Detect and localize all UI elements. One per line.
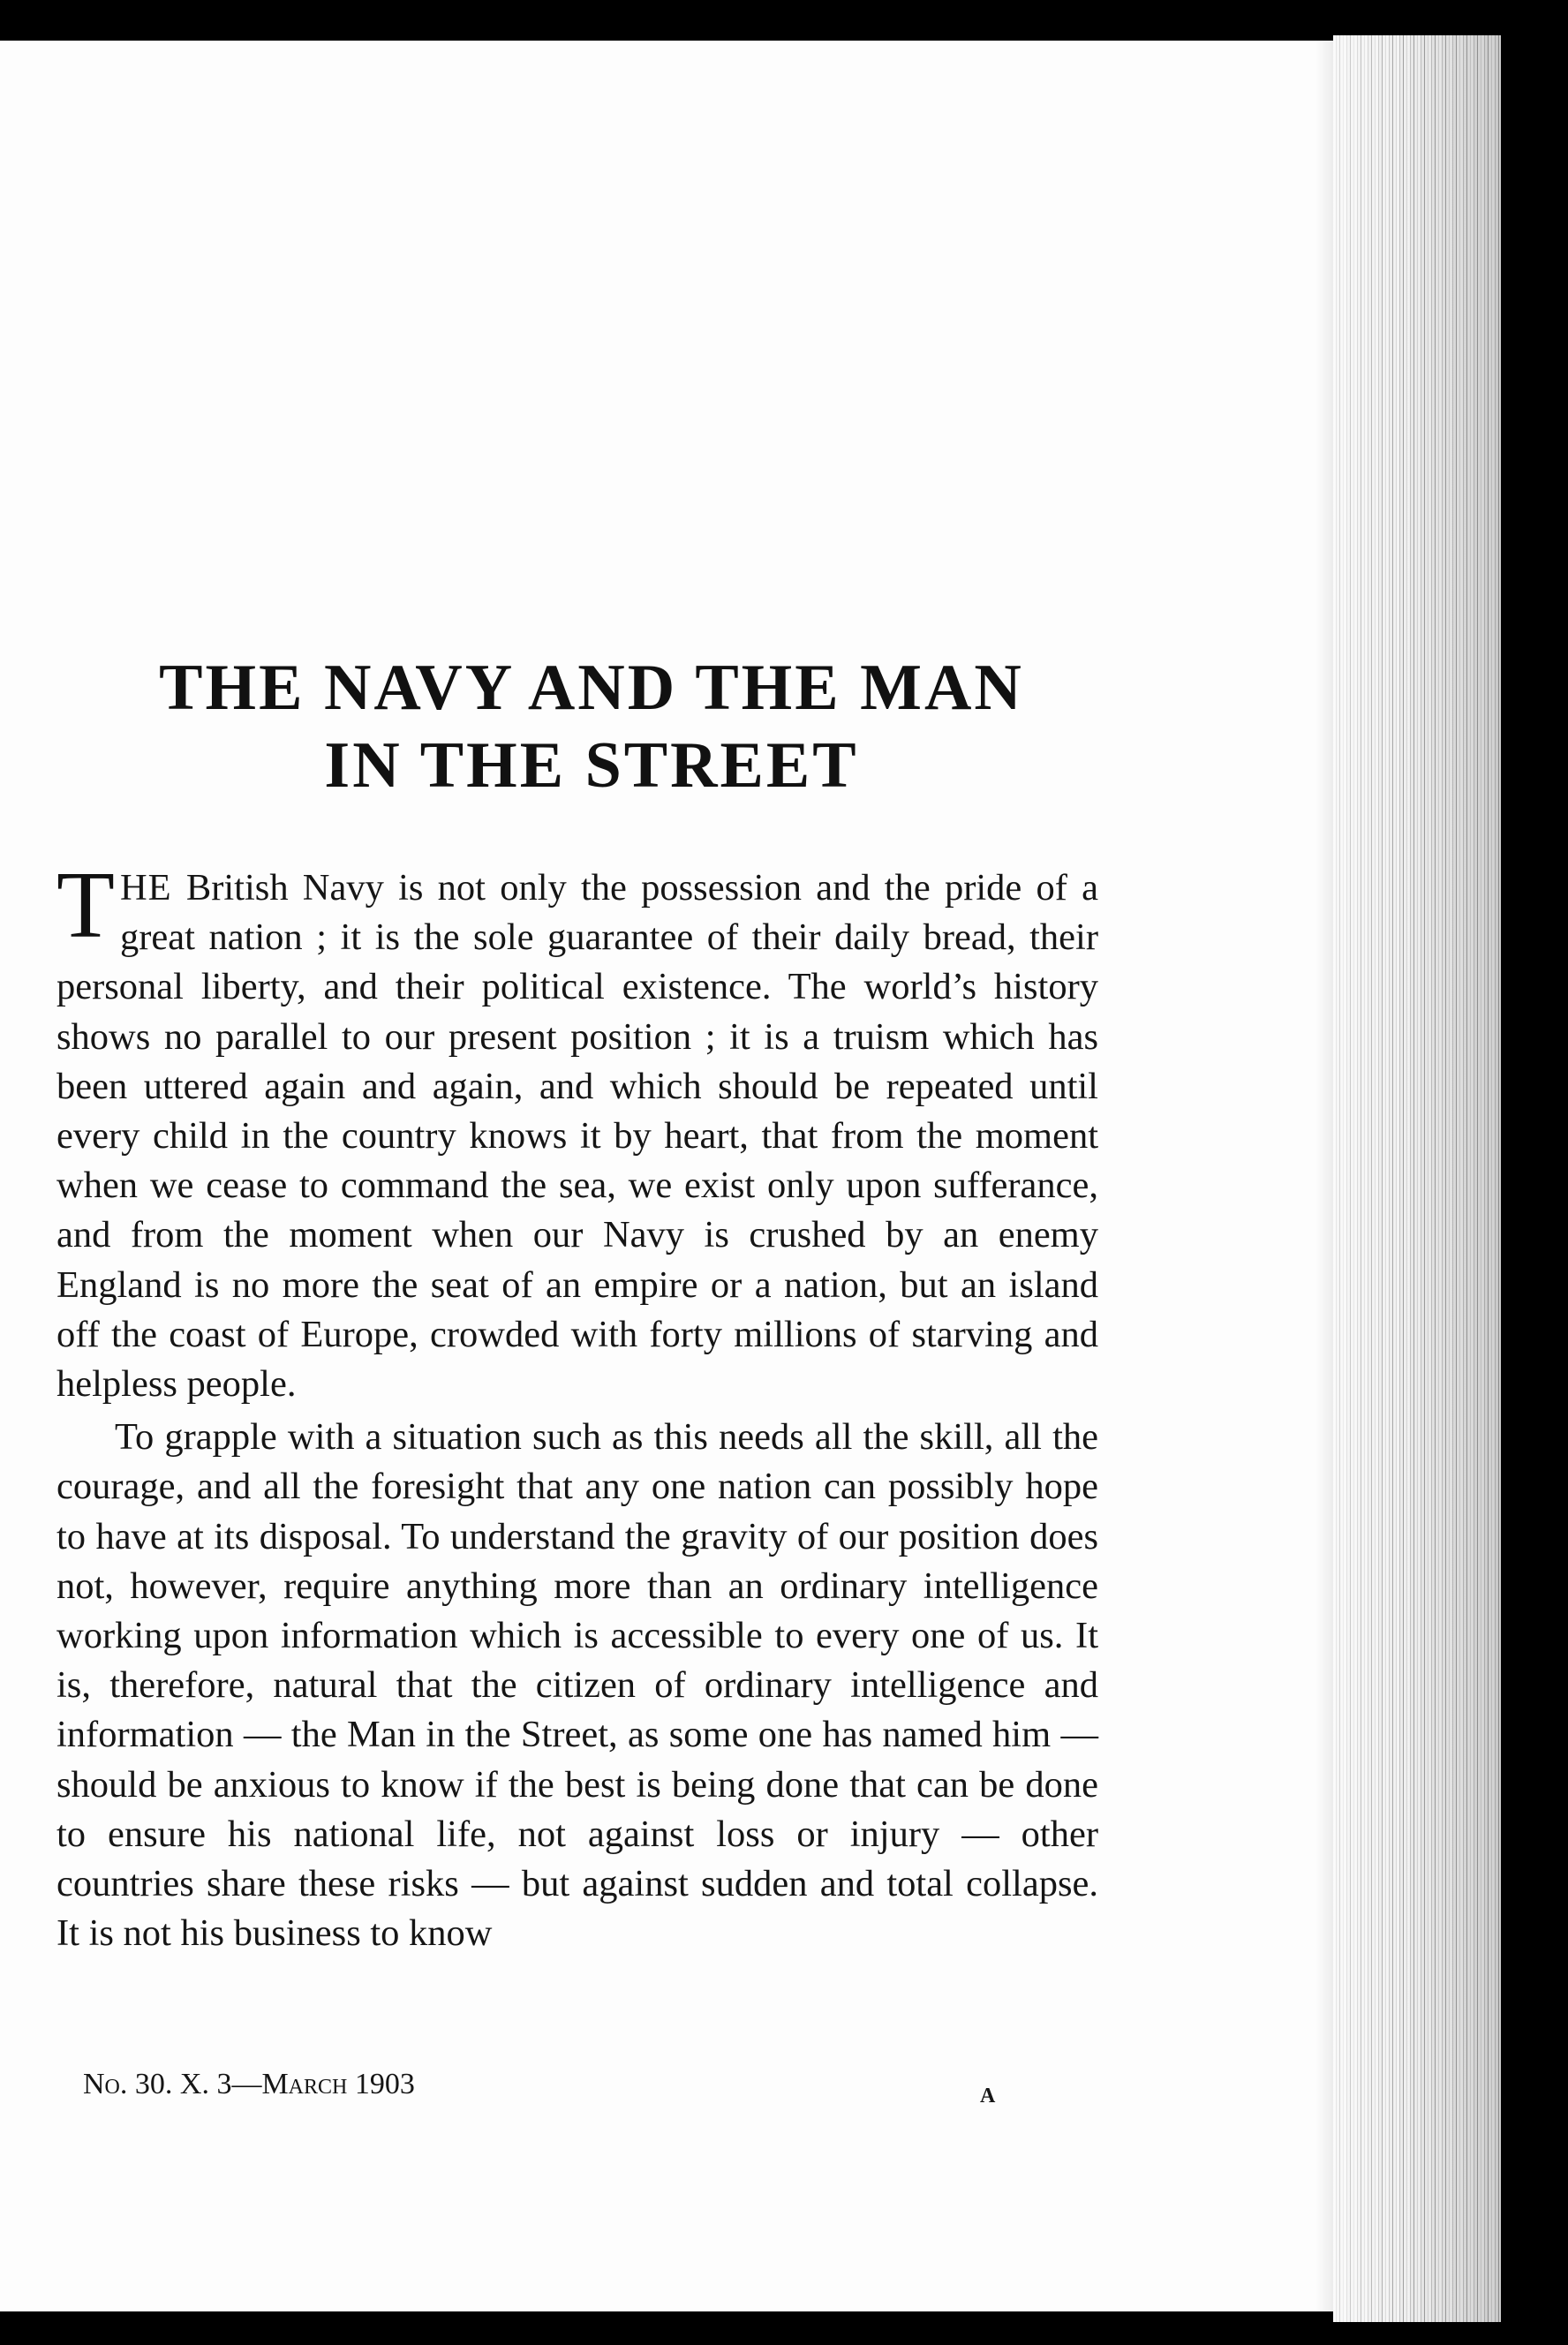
article-title: [106, 649, 1077, 804]
opening-small-caps: HE: [119, 867, 172, 909]
title-line-1: THE NAVY AND THE MAN: [159, 652, 1024, 724]
paragraph-1-text: British Navy is not only the possession and the pride of a great nation ; it is the sole guarantee of their daily bread, their personal liberty, and their political existence. The world’s history shows no parallel to our present position ; it is a truism which has been uttered again and again, and which should be repeated until every child in the country knows it by heart, that from the moment when we cease to command the sea, we exist only upon sufferance, and from the moment when our Navy is crushed by an enemy England is no more the seat of an empire or a nation, but an island off the coast of Europe, crowded with forty millions of starving and helpless people.: [57, 867, 1098, 1406]
title-line-2: IN THE STREET: [324, 729, 859, 802]
article-body: [57, 853, 1098, 1958]
signature-line: No. 30. X. 3—March 1903: [83, 2068, 415, 2100]
drop-cap: T: [57, 853, 115, 958]
paragraph-1: [57, 853, 1098, 1409]
signature-mark: A: [980, 2085, 996, 2107]
page-edges: [1333, 35, 1501, 2322]
paragraph-2: To grapple with a situation such as this needs all the skill, all the courage, and all the foresight that any one nation can possibly hope to have at its disposal. To understand the gravity of our position does not, however, require anything more than an ordinary intelligence working upon information which is accessible to every one of us. It is, therefore, natural that the citizen of ordinary intelligence and information — the Man in the Street, as some one has named him — should be anxious to know if the best is being done that can be done to ensure his national life, not against loss or injury — other countries share these risks — but against sudden and total collapse. It is not his business to know: [57, 1416, 1098, 1955]
